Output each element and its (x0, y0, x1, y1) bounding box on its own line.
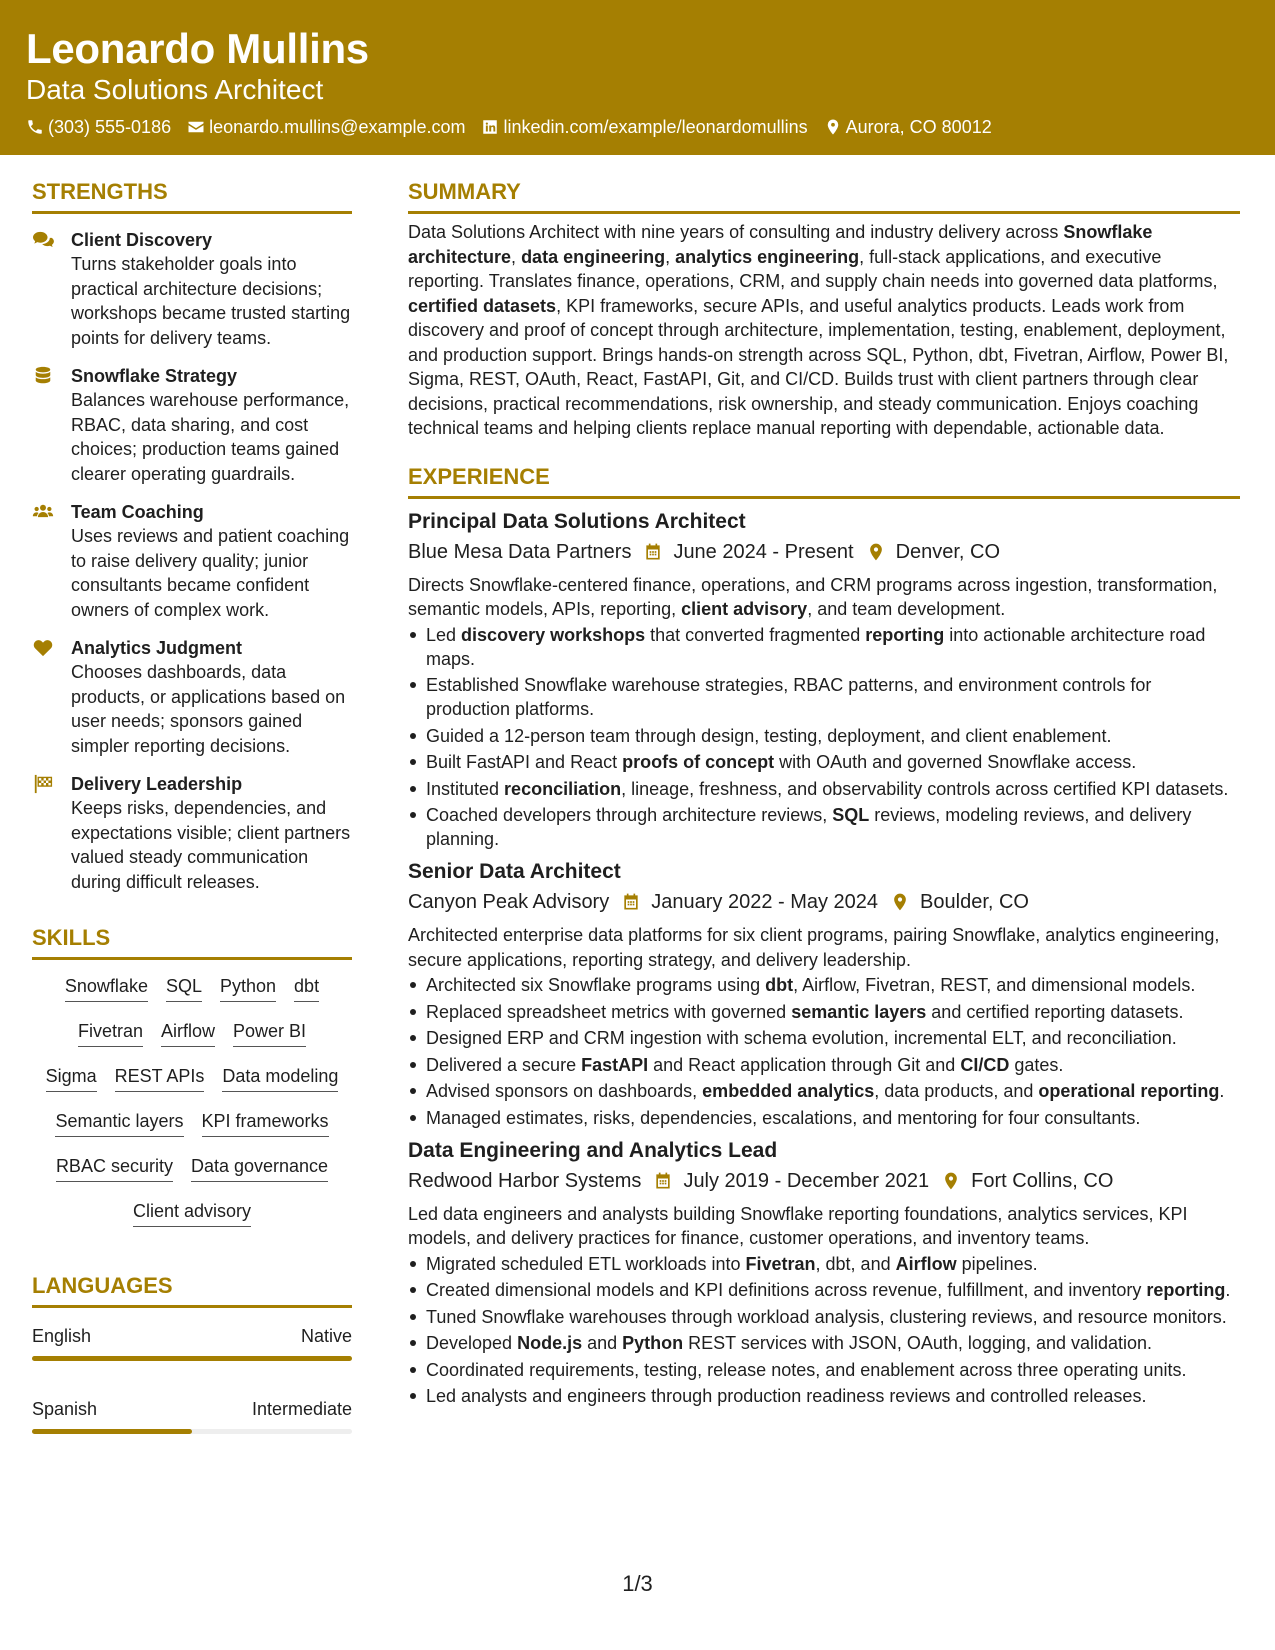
job-bullet: Replaced spreadsheet metrics with governed semantic layers and certified reporting datasets. (408, 1000, 1240, 1024)
strength-name: Team Coaching (71, 502, 204, 522)
candidate-title: Data Solutions Architect (26, 74, 324, 105)
resume-header (0, 0, 1275, 155)
skill-tag: SQL (166, 974, 202, 1002)
skill-tag: Power BI (233, 1019, 306, 1047)
skill-tag: dbt (294, 974, 319, 1002)
job-dates: July 2019 - December 2021 (683, 1169, 930, 1192)
language-bar-fill (32, 1429, 192, 1434)
job-bullet: Led discovery workshops that converted fragmented reporting into actionable architecture road maps. (408, 623, 1240, 671)
strength-item (32, 500, 352, 622)
strength-item (32, 636, 352, 758)
phone-icon (26, 118, 44, 136)
strength-desc: Balances warehouse performance, RBAC, data sharing, and cost choices; production teams gained clearer operating guardrails. (71, 390, 350, 484)
experience-heading: EXPERIENCE (408, 457, 1240, 499)
skill-tag: Airflow (161, 1019, 215, 1047)
calendar-icon (643, 542, 663, 562)
job-title: Data Engineering and Analytics Lead (408, 1138, 778, 1162)
map-pin-icon (941, 1171, 961, 1191)
job-company: Redwood Harbor Systems (408, 1169, 642, 1192)
job-bullet: Established Snowflake warehouse strategies, RBAC patterns, and environment controls for production platforms. (408, 673, 1240, 721)
job-bullets (408, 623, 1240, 852)
map-pin-icon (890, 892, 910, 912)
job-bullet: Advised sponsors on dashboards, embedded analytics, data products, and operational reporting. (408, 1079, 1240, 1103)
skill-tag: Snowflake (65, 974, 148, 1002)
job-bullet: Designed ERP and CRM ingestion with schema evolution, incremental ELT, and reconciliation. (408, 1026, 1240, 1050)
skill-row (32, 974, 352, 1019)
skill-row (32, 1109, 352, 1154)
skills-list (32, 960, 352, 1244)
map-pin-icon (866, 542, 886, 562)
strength-name: Snowflake Strategy (71, 366, 238, 386)
skill-tag: RBAC security (56, 1154, 173, 1182)
languages-heading: LANGUAGES (32, 1266, 352, 1308)
skill-tag: Python (220, 974, 276, 1002)
language-level: Intermediate (251, 1399, 352, 1419)
strength-name: Delivery Leadership (71, 774, 243, 794)
job-entry (408, 507, 1240, 852)
skill-tag: Data modeling (222, 1064, 338, 1092)
email-text[interactable]: leonardo.mullins@example.com (209, 117, 466, 137)
calendar-icon (621, 892, 641, 912)
skill-tag: Semantic layers (55, 1109, 183, 1137)
skills-heading: SKILLS (32, 918, 352, 960)
job-bullets (408, 1252, 1240, 1409)
job-description: Architected enterprise data platforms for six client programs, pairing Snowflake, analytics engineering, secure applications, reporting strategy, and delivery leadership. (408, 925, 1220, 970)
job-dates: June 2024 - Present (673, 540, 854, 563)
skill-tag: KPI frameworks (202, 1109, 329, 1137)
job-meta (408, 887, 1240, 917)
linkedin-icon (481, 118, 499, 136)
left-column (32, 172, 352, 1434)
language-name: English (32, 1326, 92, 1346)
job-bullet: Migrated scheduled ETL workloads into Fivetran, dbt, and Airflow pipelines. (408, 1252, 1240, 1276)
contact-email[interactable] (187, 114, 465, 140)
language-bar-fill (32, 1356, 352, 1361)
job-entry (408, 857, 1240, 1130)
language-bar (32, 1356, 352, 1361)
page-number: 1/3 (622, 1571, 653, 1596)
language-level: Native (300, 1326, 352, 1346)
language-bar (32, 1429, 352, 1434)
calendar-icon (653, 1171, 673, 1191)
language-item (32, 1397, 352, 1434)
summary-text: Data Solutions Architect with nine years of consulting and industry delivery across Snowflake architecture, data engineering, analytics engineering, full-stack applications, and executive reporting. Translates finance, operations, CRM, and supply chain needs into governed data platforms, certified datasets, KPI frameworks, secure APIs, and useful analytics products. Leads work from discovery and proof of concept through architecture, implementation, testing, enablement, deployment, and production support. Brings hands-on strength across SQL, Python, dbt, Fivetran, Airflow, Power BI, Sigma, REST, OAuth, React, FastAPI, Git, and CI/CD. Builds trust with client partners through clear decisions, practical recommendations, risk ownership, and steady communication. Enjoys coaching technical teams and helping clients replace manual reporting with dependable, actionable data. (408, 222, 1229, 438)
contact-linkedin[interactable] (481, 114, 807, 140)
summary-heading: SUMMARY (408, 172, 1240, 214)
strengths-heading: STRENGTHS (32, 172, 352, 214)
strength-desc: Keeps risks, dependencies, and expectations visible; client partners valued steady communication during difficult releases. (71, 798, 351, 892)
skill-tag: Client advisory (133, 1199, 251, 1227)
job-bullet: Coached developers through architecture reviews, SQL reviews, modeling reviews, and delivery planning. (408, 803, 1240, 851)
job-bullet: Instituted reconciliation, lineage, freshness, and observability controls across certified KPI datasets. (408, 777, 1240, 801)
strength-item (32, 228, 352, 350)
language-item (32, 1324, 352, 1361)
linkedin-text[interactable]: linkedin.com/example/leonardomullins (503, 117, 808, 137)
skill-tag: REST APIs (115, 1064, 205, 1092)
job-meta (408, 1166, 1240, 1196)
job-bullet: Delivered a secure FastAPI and React application through Git and CI/CD gates. (408, 1053, 1240, 1077)
job-description: Directs Snowflake-centered finance, operations, and CRM programs across ingestion, transformation, semantic models, APIs, reporting, client advisory, and team development. (408, 574, 1218, 619)
job-entry (408, 1136, 1240, 1409)
job-location: Fort Collins, CO (971, 1169, 1114, 1192)
job-bullet: Tuned Snowflake warehouses through workload analysis, clustering reviews, and resource monitors. (408, 1305, 1240, 1329)
job-bullet: Guided a 12-person team through design, testing, deployment, and client enablement. (408, 724, 1240, 748)
strength-item (32, 364, 352, 486)
strength-name: Analytics Judgment (71, 638, 243, 658)
envelope-icon (187, 118, 205, 136)
candidate-name: Leonardo Mullins (26, 25, 369, 72)
job-bullets (408, 973, 1240, 1130)
job-title: Senior Data Architect (408, 860, 621, 883)
job-bullet: Coordinated requirements, testing, release notes, and enablement across three operating units. (408, 1358, 1240, 1382)
database-icon (32, 366, 54, 386)
job-bullet: Architected six Snowflake programs using dbt, Airflow, Fivetran, REST, and dimensional models. (408, 973, 1240, 997)
strengths-list (32, 228, 352, 900)
contact-phone (26, 114, 171, 140)
job-meta (408, 537, 1240, 567)
job-bullet: Developed Node.js and Python REST services with JSON, OAuth, logging, and validation. (408, 1331, 1240, 1355)
strength-name: Client Discovery (71, 230, 213, 250)
comments-icon (32, 230, 54, 250)
job-location: Denver, CO (895, 540, 1001, 563)
phone-text: (303) 555-0186 (48, 117, 172, 137)
contact-bar (26, 114, 1008, 140)
job-bullet: Led analysts and engineers through production readiness reviews and controlled releases. (408, 1384, 1240, 1408)
flag-checkered-icon (32, 774, 54, 794)
skill-tag: Data governance (191, 1154, 328, 1182)
map-pin-icon (824, 118, 842, 136)
job-company: Canyon Peak Advisory (408, 891, 610, 913)
heart-icon (32, 638, 54, 658)
job-dates: January 2022 - May 2024 (651, 891, 879, 913)
job-description: Led data engineers and analysts building Snowflake reporting foundations, analytics services, KPI models, and delivery practices for finance, customer operations, and inventory teams. (408, 1203, 1188, 1248)
skill-row (32, 1019, 352, 1064)
job-location: Boulder, CO (920, 891, 1029, 913)
job-title: Principal Data Solutions Architect (408, 509, 746, 533)
experience-list (408, 507, 1240, 1409)
skill-tag: Sigma (46, 1064, 97, 1092)
job-bullet: Managed estimates, risks, dependencies, escalations, and mentoring for four consultants. (408, 1106, 1240, 1130)
contact-location (824, 114, 992, 140)
strength-desc: Turns stakeholder goals into practical architecture decisions; workshops became trusted starting points for delivery teams. (71, 254, 351, 348)
skill-row (32, 1199, 352, 1244)
strength-desc: Uses reviews and patient coaching to raise delivery quality; junior consultants became confident owners of complex work. (71, 526, 350, 620)
strength-item (32, 772, 352, 894)
location-text: Aurora, CO 80012 (845, 117, 992, 137)
skill-row (32, 1154, 352, 1199)
users-icon (32, 502, 54, 522)
strength-desc: Chooses dashboards, data products, or applications based on user needs; sponsors gained simpler reporting decisions. (71, 662, 346, 756)
job-bullet: Created dimensional models and KPI definitions across revenue, fulfillment, and inventory reporting. (408, 1278, 1240, 1302)
job-bullet: Built FastAPI and React proofs of concept with OAuth and governed Snowflake access. (408, 750, 1240, 774)
right-column (408, 172, 1240, 1411)
skill-tag: Fivetran (78, 1019, 143, 1047)
language-name: Spanish (32, 1399, 98, 1419)
job-company: Blue Mesa Data Partners (408, 540, 632, 563)
skill-row (32, 1064, 352, 1109)
